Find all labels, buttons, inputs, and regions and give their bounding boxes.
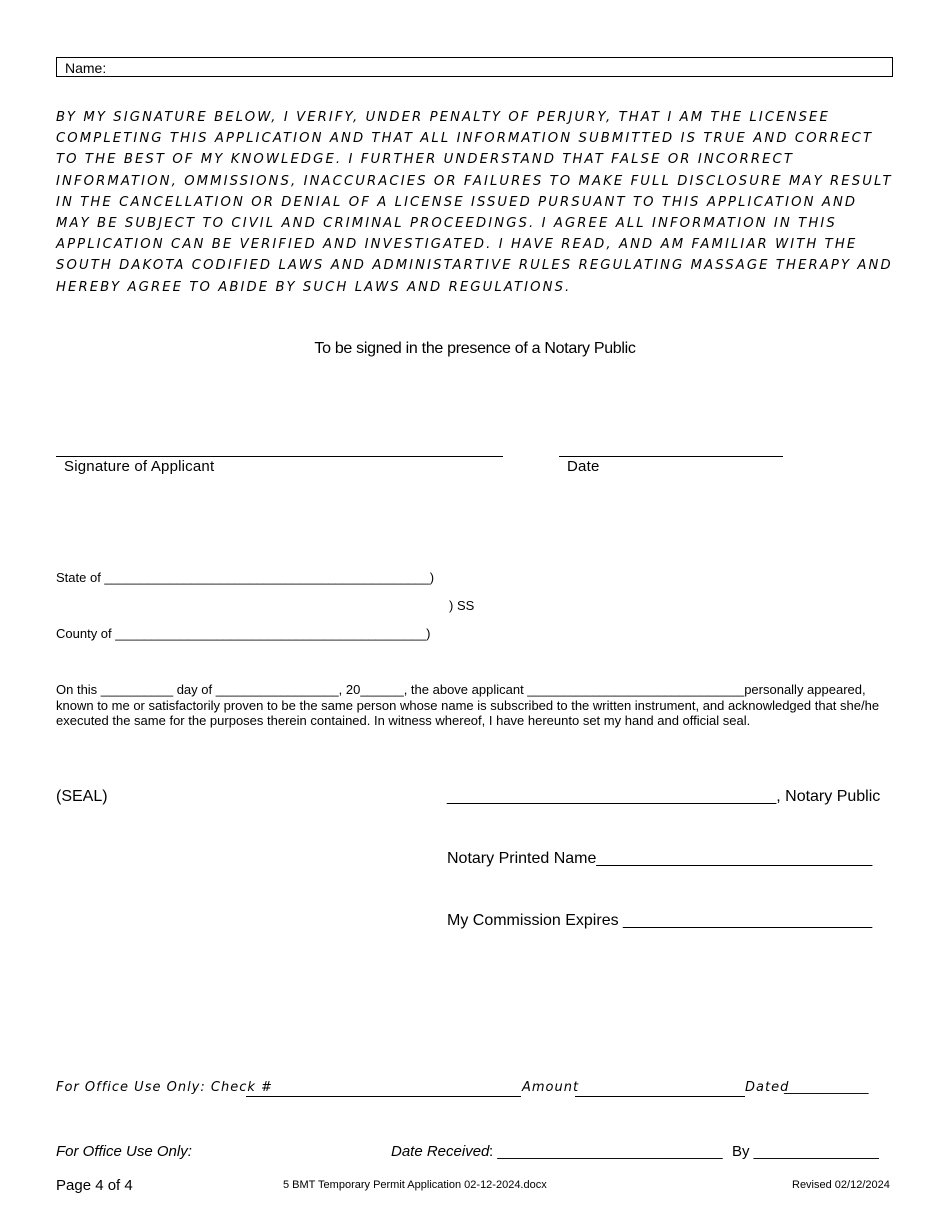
acknowledgement-paragraph: On this __________ day of _________________, 20______, the above applicant ______________________________personally appeared, known to me or satisfactorily proven to be the same person whose name is subscribed to the written instrument, and acknowledged that she/he executed the same for the purposes therein contained. In witness whereof, I have hereunto set my hand and official seal. (56, 682, 880, 728)
notary-instruction: To be signed in the presence of a Notary Public (314, 340, 636, 357)
date-signature-label: Date (567, 458, 600, 475)
check-number-line[interactable] (246, 1096, 521, 1097)
office-use-check-label: For Office Use Only: Check # (56, 1080, 273, 1095)
commission-expires-line[interactable]: My Commission Expires ____________________________ (447, 912, 873, 929)
dated-line[interactable]: _____________ (784, 1080, 869, 1095)
footer-revised-date: Revised 02/12/2024 (792, 1179, 890, 1191)
amount-line[interactable] (575, 1096, 745, 1097)
county-of-line[interactable]: County of ___________________________________________) (56, 626, 431, 641)
footer-filename: 5 BMT Temporary Permit Application 02-12-2024.docx (283, 1179, 547, 1191)
applicant-signature-label: Signature of Applicant (64, 458, 215, 475)
name-label: Name: (65, 60, 107, 76)
office-use-label: For Office Use Only: (56, 1143, 192, 1160)
date-received-label: Date Received (391, 1143, 490, 1160)
state-of-line[interactable]: State of _____________________________________________) (56, 570, 435, 585)
notary-printed-name-line[interactable]: Notary Printed Name_______________________________ (447, 850, 873, 867)
name-field[interactable] (56, 57, 893, 77)
applicant-signature-line[interactable] (56, 456, 503, 457)
seal-label: (SEAL) (56, 788, 108, 805)
received-by-line[interactable]: By _______________ (732, 1143, 879, 1160)
verification-statement: BY MY SIGNATURE BELOW, I VERIFY, UNDER PENALTY OF PERJURY, THAT I AM THE LICENSEE COMPLETING THIS APPLICATION AND THAT ALL INFORMATION SUBMITTED IS TRUE AND CORRECT TO THE BEST OF MY KNOWLEDGE. I FURTHER UNDERSTAND THAT FALSE OR INCORRECT INFORMATION, OMMISSIONS, INACCURACIES OR FAILURES TO MAKE FULL DISCLOSURE MAY RESULT IN THE CANCELLATION OR DENIAL OF A LICENSE ISSUED PURSUANT TO THIS APPLICATION AND MAY BE SUBJECT TO CIVIL AND CRIMINAL PROCEEDINGS. I AGREE ALL INFORMATION IN THIS APPLICATION CAN BE VERIFIED AND INVESTIGATED. I HAVE READ, AND AM FAMILIAR WITH THE SOUTH DAKOTA CODIFIED LAWS AND ADMINISTARTIVE RULES REGULATING MASSAGE THERAPY AND HEREBY AGREE TO ABIDE BY SUCH LAWS AND REGULATIONS. (56, 110, 893, 295)
ss-marker: ) SS (449, 598, 475, 613)
office-use-amount-label: Amount (522, 1080, 580, 1095)
notary-public-signature-line[interactable]: _____________________________________, Notary Public (447, 788, 881, 805)
date-received-line[interactable]: : ___________________________ (489, 1143, 723, 1160)
date-signature-line[interactable] (559, 456, 783, 457)
office-use-dated-label: Dated (745, 1080, 790, 1095)
page-number: Page 4 of 4 (56, 1177, 133, 1194)
